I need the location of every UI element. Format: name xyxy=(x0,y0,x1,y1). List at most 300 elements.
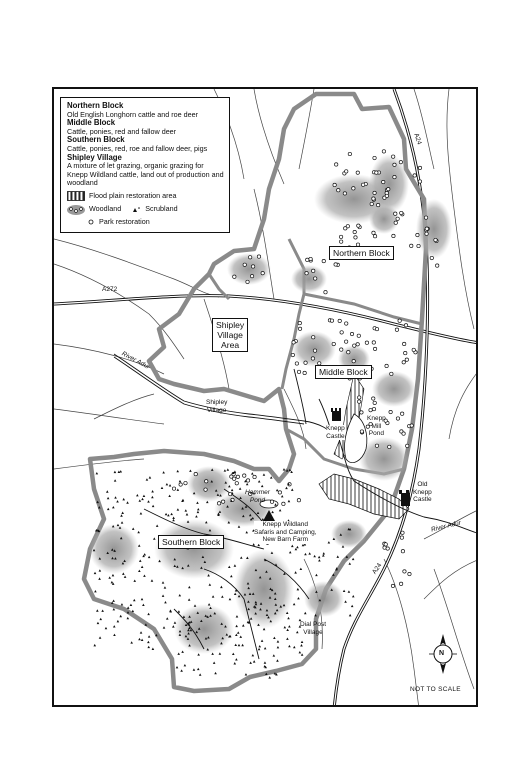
map-legend xyxy=(60,97,230,233)
park-dot xyxy=(375,444,378,447)
park-dot xyxy=(416,233,419,236)
scrub-mark xyxy=(179,480,182,482)
park-dot xyxy=(394,212,397,215)
scrub-mark xyxy=(152,648,155,650)
scrub-mark xyxy=(113,608,116,610)
scrub-mark xyxy=(122,572,125,574)
scrub-mark xyxy=(308,552,311,554)
label-hammer-pond xyxy=(245,489,270,504)
scrub-mark xyxy=(253,660,256,662)
park-dot xyxy=(418,180,421,183)
label-old-knepp-line1: Old xyxy=(417,481,428,488)
scrub-mark xyxy=(195,515,198,517)
label-knepp-mill-line3: Pond xyxy=(368,430,384,437)
scrub-mark xyxy=(237,631,240,633)
park-dot xyxy=(339,240,342,243)
scrub-mark xyxy=(240,556,243,558)
scrub-mark xyxy=(132,610,135,612)
scrub-mark xyxy=(299,651,302,653)
scrub-mark xyxy=(336,555,339,557)
label-hammer-line1: Hammer xyxy=(245,489,270,496)
scrub-mark xyxy=(234,564,237,566)
scrub-mark xyxy=(291,545,294,547)
park-dot xyxy=(398,319,401,322)
label-river-adur-west: River Adur xyxy=(120,350,151,371)
park-dot xyxy=(243,263,246,266)
scrub-mark xyxy=(241,644,244,646)
scrub-mark xyxy=(264,661,267,663)
park-dot xyxy=(357,334,360,337)
park-dot xyxy=(232,477,235,480)
scrub-mark xyxy=(233,662,236,664)
scrub-mark xyxy=(121,521,124,523)
scrub-mark xyxy=(151,579,154,581)
park-dot xyxy=(401,550,404,553)
scrub-mark xyxy=(151,496,154,498)
scrub-mark xyxy=(236,615,239,617)
park-dot xyxy=(356,171,359,174)
park-dot xyxy=(322,259,325,262)
label-shipley-area-line2: Village xyxy=(217,330,243,340)
park-dot xyxy=(347,351,350,354)
park-dot xyxy=(332,342,335,345)
scrub-mark xyxy=(304,612,307,614)
label-hammer-line2: Pond xyxy=(249,496,266,504)
scrub-mark xyxy=(181,650,184,652)
scrub-mark xyxy=(286,638,289,640)
legend-woodland-label: Woodland xyxy=(89,204,122,214)
park-dot xyxy=(337,189,340,192)
scrub-mark xyxy=(343,590,346,592)
scrub-mark xyxy=(162,581,165,583)
scrub-mark xyxy=(288,625,291,627)
park-dot xyxy=(372,341,375,344)
label-knepp-mill-line1: Knepp xyxy=(367,415,386,422)
park-dot xyxy=(375,327,378,330)
scrub-mark xyxy=(220,586,223,588)
scrub-mark xyxy=(112,599,115,601)
scrub-mark xyxy=(111,581,114,583)
scrub-mark xyxy=(162,594,165,596)
floodplain-swatch-icon xyxy=(67,191,85,201)
scrub-mark xyxy=(257,544,260,546)
label-safaris-line3: New Barn Farm xyxy=(262,536,309,543)
scrub-mark xyxy=(349,614,352,616)
scrub-mark xyxy=(143,495,146,497)
label-shipley-village xyxy=(206,399,227,414)
scrub-mark xyxy=(176,666,179,668)
park-dot xyxy=(396,417,399,420)
legend-northern-desc: Old English Longhorn cattle and roe deer xyxy=(67,109,199,119)
scrub-mark xyxy=(112,506,115,508)
scrub-mark xyxy=(168,495,171,497)
park-dot xyxy=(372,197,375,200)
park-dot xyxy=(386,547,389,550)
scrub-mark xyxy=(245,531,248,533)
scrub-mark xyxy=(162,471,165,473)
scrub-mark xyxy=(229,598,232,600)
scrub-mark xyxy=(170,513,173,515)
park-dot xyxy=(338,319,341,322)
park-dot xyxy=(373,191,376,194)
scrub-mark xyxy=(227,468,230,470)
scrub-mark xyxy=(296,631,299,633)
label-a24-south: A24 xyxy=(370,562,384,576)
scrub-mark xyxy=(156,524,159,526)
park-dot xyxy=(404,324,407,327)
park-dot xyxy=(313,277,316,280)
label-shipley-area xyxy=(212,318,248,352)
scrub-mark xyxy=(261,640,264,642)
compass-letter: N xyxy=(439,650,445,657)
scrub-mark xyxy=(96,472,99,474)
scrub-mark xyxy=(97,622,100,624)
park-dot xyxy=(389,410,392,413)
scrub-mark xyxy=(294,571,297,573)
label-shipley-area-line3: Area xyxy=(221,340,240,350)
scrub-mark xyxy=(285,487,288,489)
label-shipley-village-line2: Village xyxy=(206,406,227,414)
scrub-mark xyxy=(132,528,135,530)
scrub-mark xyxy=(258,648,261,650)
scrub-mark xyxy=(117,620,120,622)
label-knepp-castle-line1: Knepp xyxy=(326,425,345,432)
scrub-mark xyxy=(344,600,347,602)
scrub-mark xyxy=(169,484,172,486)
scrub-mark xyxy=(139,559,142,561)
scrub-mark xyxy=(172,517,175,519)
park-dot xyxy=(369,408,372,411)
scrub-mark xyxy=(119,470,122,472)
scrub-mark xyxy=(177,508,180,510)
scrub-mark xyxy=(124,575,127,577)
scrub-mark xyxy=(114,479,117,481)
scrub-mark xyxy=(147,641,150,643)
park-dot xyxy=(312,269,315,272)
park-dot xyxy=(184,481,187,484)
scrub-mark xyxy=(289,551,292,553)
park-dot xyxy=(390,372,393,375)
scrub-mark xyxy=(301,641,304,643)
legend-middle-title: Middle Block xyxy=(67,118,116,128)
park-dot xyxy=(305,272,308,275)
scrub-mark xyxy=(167,514,170,516)
legend-floodplain-label: Flood plain restoration area xyxy=(89,190,177,200)
park-dot xyxy=(236,475,239,478)
park-dot xyxy=(392,234,395,237)
scrub-mark xyxy=(107,508,110,510)
park-dot xyxy=(356,343,359,346)
park-dot xyxy=(382,180,385,183)
scrub-mark xyxy=(197,511,200,513)
scrub-mark xyxy=(172,519,175,521)
park-dot xyxy=(334,263,337,266)
park-dot xyxy=(373,156,376,159)
scrub-mark xyxy=(258,645,261,647)
park-dot xyxy=(408,572,411,575)
knepp-castle-marker xyxy=(331,408,341,421)
scrub-mark xyxy=(113,625,116,627)
park-dot xyxy=(348,152,351,155)
scrub-mark xyxy=(249,661,252,663)
scrub-mark xyxy=(126,501,129,503)
park-dot xyxy=(324,291,327,294)
label-middle-block: Middle Block xyxy=(315,365,372,379)
park-dot xyxy=(353,344,356,347)
park-dot xyxy=(385,364,388,367)
scrub-mark xyxy=(239,636,242,638)
park-swatch-icon xyxy=(87,218,95,226)
scrub-mark xyxy=(300,644,303,646)
scrub-mark xyxy=(235,658,238,660)
scrub-mark xyxy=(322,554,325,556)
scrub-mark xyxy=(130,604,133,606)
scrub-mark xyxy=(304,553,307,555)
park-dot xyxy=(360,430,363,433)
park-dot xyxy=(333,183,336,186)
scrub-mark xyxy=(261,485,264,487)
scrub-mark xyxy=(214,672,217,674)
scrub-mark xyxy=(166,483,169,485)
scrub-mark xyxy=(184,664,187,666)
scrub-mark xyxy=(231,489,234,491)
scrub-mark xyxy=(141,498,144,500)
scrub-mark xyxy=(149,476,152,478)
park-dot xyxy=(401,531,404,534)
legend-row-park xyxy=(87,218,224,227)
scrub-mark xyxy=(138,638,141,640)
scrub-mark xyxy=(291,488,294,490)
park-dot xyxy=(410,424,413,427)
label-knepp-castle-line2: Castle xyxy=(326,432,345,440)
scrub-mark xyxy=(264,647,267,649)
label-old-knepp-line3: Castle xyxy=(413,496,432,503)
scrub-mark xyxy=(133,599,136,601)
park-dot xyxy=(388,445,391,448)
scrub-mark xyxy=(263,473,266,475)
scrub-mark xyxy=(283,468,286,470)
scrub-mark xyxy=(177,488,180,490)
park-dot xyxy=(430,256,433,259)
scrub-mark xyxy=(133,579,136,581)
label-southern-block: Southern Block xyxy=(158,535,224,549)
scrub-mark xyxy=(94,590,97,592)
scrub-mark xyxy=(136,494,139,496)
park-dot xyxy=(370,202,373,205)
scrub-mark xyxy=(178,594,181,596)
scrub-mark xyxy=(121,512,124,514)
scrub-mark xyxy=(297,597,300,599)
park-dot xyxy=(344,227,347,230)
park-dot xyxy=(402,342,405,345)
park-dot xyxy=(221,500,224,503)
park-dot xyxy=(373,401,376,404)
scrub-mark xyxy=(126,617,129,619)
park-dot xyxy=(312,336,315,339)
park-dot xyxy=(400,211,403,214)
park-dot xyxy=(372,231,375,234)
scrub-mark xyxy=(114,471,117,473)
park-dot xyxy=(251,265,254,268)
park-dot xyxy=(340,348,343,351)
scrub-mark xyxy=(322,552,325,554)
label-not-to-scale: NOT TO SCALE xyxy=(410,686,461,693)
scrub-mark xyxy=(234,644,237,646)
scrub-mark xyxy=(348,562,351,564)
park-dot xyxy=(373,235,376,238)
park-dot xyxy=(246,280,249,283)
park-dot xyxy=(399,160,402,163)
scrub-mark xyxy=(137,531,140,533)
park-dot xyxy=(250,274,253,277)
scrub-mark xyxy=(99,618,102,620)
label-old-knepp-line2: Knepp xyxy=(413,488,432,496)
legend-middle-desc: Cattle, ponies, red and fallow deer xyxy=(67,126,177,136)
label-safaris-line2: Safaris and Camping, xyxy=(254,528,317,536)
scrub-mark xyxy=(148,635,151,637)
scrub-mark xyxy=(116,500,119,502)
scrub-mark xyxy=(139,499,142,501)
park-dot xyxy=(413,174,416,177)
park-dot xyxy=(261,271,264,274)
scrub-mark xyxy=(114,496,117,498)
woodland-swatch-icon xyxy=(67,204,85,215)
scrub-mark xyxy=(270,476,273,478)
scrub-mark xyxy=(108,576,111,578)
park-dot xyxy=(306,258,309,261)
map-frame xyxy=(52,87,478,707)
park-dot xyxy=(391,155,394,158)
park-dot xyxy=(400,412,403,415)
label-knepp-castle xyxy=(326,425,345,440)
scrub-mark xyxy=(169,609,172,611)
scrub-mark xyxy=(297,588,300,590)
park-dot xyxy=(204,488,207,491)
park-dot xyxy=(406,444,409,447)
park-dot xyxy=(345,170,348,173)
scrub-mark xyxy=(219,652,222,654)
scrub-mark xyxy=(212,595,215,597)
scrub-mark xyxy=(147,500,150,502)
scrub-mark xyxy=(166,617,169,619)
scrub-mark xyxy=(151,490,154,492)
scrub-mark xyxy=(193,668,196,670)
park-dot xyxy=(253,475,256,478)
park-dot xyxy=(278,491,281,494)
scrub-mark xyxy=(163,626,166,628)
park-dot xyxy=(403,570,406,573)
scrub-mark xyxy=(242,624,245,626)
park-dot xyxy=(361,183,364,186)
scrub-mark xyxy=(138,570,141,572)
park-dot xyxy=(357,400,360,403)
scrub-mark xyxy=(140,512,143,514)
scrub-mark xyxy=(161,487,164,489)
park-dot xyxy=(385,194,388,197)
park-dot xyxy=(233,275,236,278)
scrub-mark xyxy=(318,556,321,558)
scrub-mark xyxy=(165,513,168,515)
park-dot xyxy=(194,472,197,475)
park-dot xyxy=(376,203,379,206)
scrub-mark xyxy=(122,498,125,500)
park-dot xyxy=(382,150,385,153)
park-dot xyxy=(417,244,420,247)
park-dot xyxy=(313,349,316,352)
scrub-mark xyxy=(313,555,316,557)
park-dot xyxy=(394,221,397,224)
scrub-mark xyxy=(300,568,303,570)
park-dot xyxy=(412,348,415,351)
park-dot xyxy=(436,264,439,267)
scrub-mark xyxy=(293,603,296,605)
scrub-mark xyxy=(118,471,121,473)
scrub-mark xyxy=(348,590,351,592)
scrub-mark xyxy=(184,509,187,511)
scrub-mark xyxy=(239,487,242,489)
park-dot xyxy=(297,370,300,373)
scrub-mark xyxy=(328,541,331,543)
scrub-mark xyxy=(146,478,149,480)
park-dot xyxy=(404,351,407,354)
scrub-mark xyxy=(235,625,238,627)
label-knepp-mill-line2: Mill xyxy=(371,422,382,430)
scrub-mark xyxy=(197,508,200,510)
scrub-mark xyxy=(293,646,296,648)
park-dot xyxy=(330,319,333,322)
park-dot xyxy=(282,502,285,505)
legend-shipley-desc: A mixture of let grazing, organic grazing for Knepp Wildland cattle, land out of production and woodland xyxy=(67,161,224,188)
park-dot xyxy=(387,187,390,190)
scrub-mark xyxy=(141,566,144,568)
park-dot xyxy=(344,340,347,343)
scrub-mark xyxy=(94,572,97,574)
park-dot xyxy=(373,347,376,350)
park-dot xyxy=(360,411,363,414)
scrub-mark xyxy=(228,566,231,568)
scrub-mark xyxy=(304,543,307,545)
scrub-mark xyxy=(119,615,122,617)
park-dot xyxy=(246,479,249,482)
label-old-knepp-castle xyxy=(413,481,432,504)
park-dot xyxy=(402,432,405,435)
scrub-mark xyxy=(281,495,284,497)
label-knepp-mill-pond xyxy=(367,415,386,438)
scrub-mark xyxy=(234,470,237,472)
park-dot xyxy=(396,217,399,220)
park-dot xyxy=(425,232,428,235)
scrub-mark xyxy=(273,654,276,656)
scrub-mark xyxy=(232,653,235,655)
scrub-mark xyxy=(252,654,255,656)
scrub-mark xyxy=(188,586,191,588)
scrub-mark xyxy=(221,595,224,597)
scrub-mark xyxy=(93,644,96,646)
scrub-mark xyxy=(288,645,291,647)
scrub-mark xyxy=(252,543,255,545)
scrub-mark xyxy=(315,574,318,576)
park-dot xyxy=(292,341,295,344)
scrub-mark xyxy=(213,662,216,664)
scrub-mark xyxy=(101,610,104,612)
label-a24-north: A24 xyxy=(412,132,423,146)
label-safaris xyxy=(254,521,317,544)
park-dot xyxy=(243,474,246,477)
label-dial-post-line2: Village xyxy=(303,628,323,636)
scrub-mark xyxy=(141,598,144,600)
park-dot xyxy=(205,480,208,483)
park-dot xyxy=(248,256,251,259)
